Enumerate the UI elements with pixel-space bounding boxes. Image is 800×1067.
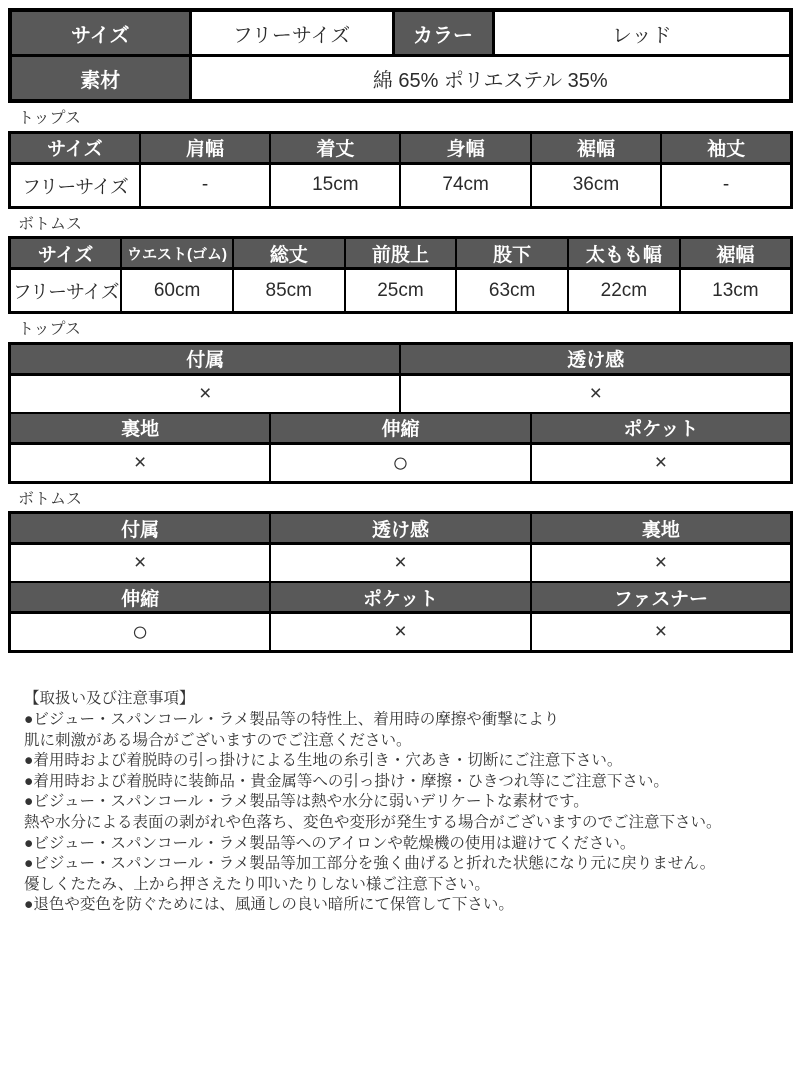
table-row <box>10 374 792 413</box>
measurement-value: 60cm <box>121 269 233 313</box>
measurement-value: フリーサイズ <box>10 269 122 313</box>
measurement-value: 36cm <box>531 163 661 207</box>
feature-header: 透け感 <box>270 513 531 544</box>
feature-header: 裏地 <box>531 513 792 544</box>
feature-header: 伸縮 <box>10 582 271 613</box>
column-header: ウエスト(ゴム) <box>121 238 233 269</box>
table-row <box>10 56 791 102</box>
care-note-line: ●着用時および着脱時の引っ掛けによる生地の糸引き・穴あき・切断にご注意下さい。 <box>24 752 623 770</box>
column-header: 総丈 <box>233 238 345 269</box>
care-note-line: 肌に刺激がある場合がございますのでご注意ください。 <box>24 731 412 749</box>
column-header: 太もも幅 <box>568 238 680 269</box>
section-label-tops-features: トップス <box>18 321 81 339</box>
table-header-row <box>10 238 792 269</box>
tops-measurements-table <box>8 131 793 209</box>
bottoms-features-table <box>8 511 793 653</box>
feature-header: 付属 <box>10 343 401 374</box>
feature-header: 伸縮 <box>270 413 531 444</box>
table-header-row <box>10 513 792 544</box>
size-header-cell: サイズ <box>10 10 190 56</box>
section-label-tops-measurements: トップス <box>18 110 81 127</box>
feature-header: ポケット <box>270 582 531 613</box>
care-note-line: ●ビジュー・スパンコール・ラメ製品等加工部分を強く曲げると折れた状態になり元に戻りません。 <box>24 855 716 873</box>
feature-value: × <box>10 374 401 413</box>
feature-value: × <box>10 443 271 482</box>
feature-value: ○ <box>10 613 271 652</box>
column-header: 身幅 <box>400 132 530 163</box>
column-header: 股下 <box>456 238 568 269</box>
feature-header: 付属 <box>10 513 271 544</box>
measurement-value: 85cm <box>233 269 345 313</box>
feature-header: ファスナー <box>531 582 792 613</box>
column-header: サイズ <box>10 132 140 163</box>
measurement-value: - <box>661 163 791 207</box>
care-note-line: ●着用時および着脱時に装飾品・貴金属等への引っ掛け・摩擦・ひきつれ等にご注意下さい。 <box>24 772 669 790</box>
column-header: 袖丈 <box>661 132 791 163</box>
feature-value: ○ <box>270 443 531 482</box>
feature-value: × <box>531 613 792 652</box>
care-note-line: ●退色や変色を防ぐためには、風通しの良い暗所にて保管して下さい。 <box>24 896 514 914</box>
size-value-cell: フリーサイズ <box>190 10 393 56</box>
measurement-value: フリーサイズ <box>10 163 140 207</box>
column-header: 着丈 <box>270 132 400 163</box>
table-row <box>10 613 792 652</box>
measurement-value: - <box>140 163 270 207</box>
feature-header: ポケット <box>531 413 792 444</box>
section-label-bottoms-measurements: ボトムス <box>18 215 83 233</box>
feature-value: × <box>10 544 271 583</box>
section-label-bottoms-features: ボトムス <box>18 490 83 508</box>
material-header-cell: 素材 <box>10 56 190 102</box>
table-header-row <box>10 413 792 444</box>
care-note-line: ●ビジュー・スパンコール・ラメ製品等は熱や水分に弱いデリケートな素材です。 <box>24 793 589 811</box>
feature-value: × <box>270 613 531 652</box>
table-row <box>10 544 792 583</box>
column-header: 肩幅 <box>140 132 270 163</box>
care-notes-title: 【取扱い及び注意事項】 <box>24 690 195 708</box>
measurement-value: 63cm <box>456 269 568 313</box>
care-notes <box>24 689 800 916</box>
table-header-row <box>10 343 792 374</box>
feature-value: × <box>531 443 792 482</box>
table-row <box>10 269 792 313</box>
table-header-row <box>10 582 792 613</box>
table-row <box>10 10 791 56</box>
color-value-cell: レッド <box>493 10 791 56</box>
measurement-value: 25cm <box>345 269 457 313</box>
column-header: サイズ <box>10 238 122 269</box>
column-header: 前股上 <box>345 238 457 269</box>
care-note-line: ●ビジュー・スパンコール・ラメ製品等へのアイロンや乾燥機の使用は避けてください。 <box>24 834 636 852</box>
color-header-cell: カラー <box>393 10 493 56</box>
measurement-value: 74cm <box>400 163 530 207</box>
column-header: 裾幅 <box>680 238 792 269</box>
table-row <box>10 443 792 482</box>
care-notes-lines <box>24 710 800 916</box>
measurement-value: 13cm <box>680 269 792 313</box>
feature-header: 透け感 <box>400 343 791 374</box>
feature-header: 裏地 <box>10 413 271 444</box>
table-header-row <box>10 132 792 163</box>
measurement-value: 15cm <box>270 163 400 207</box>
care-note-line: 優しくたたみ、上から押さえたり叩いたりしない様ご注意下さい。 <box>24 875 490 893</box>
feature-value: × <box>270 544 531 583</box>
size-color-material-table <box>8 8 793 103</box>
feature-value: × <box>531 544 792 583</box>
tops-features-table <box>8 342 793 484</box>
care-note-line: 熱や水分による表面の剥がれや色落ち、変色や変形が発生する場合がございますのでご注意下さい。 <box>24 813 722 831</box>
measurement-value: 22cm <box>568 269 680 313</box>
care-note-line: ●ビジュー・スパンコール・ラメ製品等の特性上、着用時の摩擦や衝撃により <box>24 710 560 728</box>
feature-value: × <box>400 374 791 413</box>
material-value-cell: 綿 65% ポリエステル 35% <box>190 56 791 102</box>
table-row <box>10 163 792 207</box>
column-header: 裾幅 <box>531 132 661 163</box>
bottoms-measurements-table <box>8 236 793 314</box>
